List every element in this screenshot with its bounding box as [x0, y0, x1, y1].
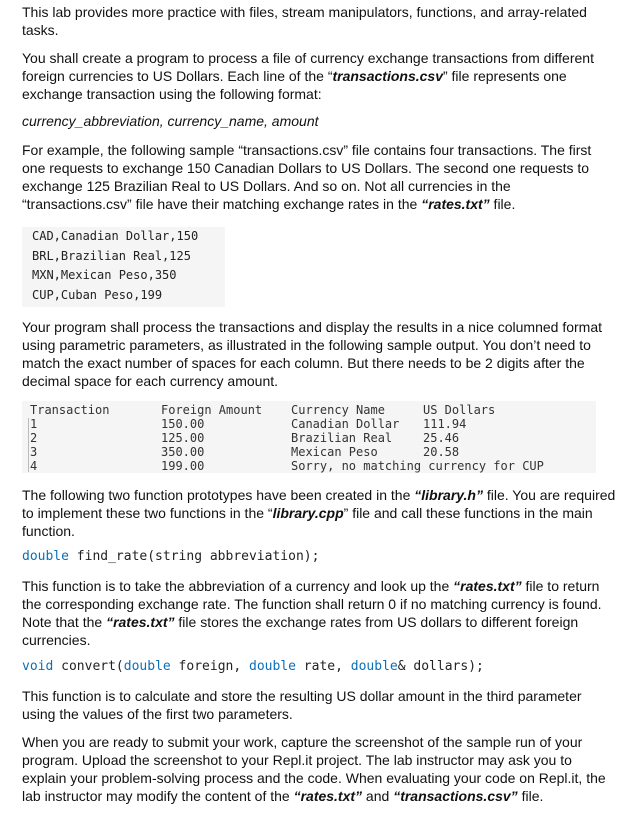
filename-rates: “rates.txt”	[453, 578, 522, 594]
task-line: You shall create a program to process a file of currency exchange transactions from different	[22, 50, 594, 66]
submit-paragraph	[22, 733, 638, 805]
process-line: decimal space for each currency amount.	[22, 373, 279, 389]
library-line: to implement these two functions in the “library.cpp” file and call these functions in the main	[22, 505, 593, 521]
row-amount: 199.00	[161, 459, 205, 473]
library-line: function.	[22, 523, 75, 539]
filename-library-cpp: library.cpp	[272, 505, 344, 521]
find-rate-line: This function is to take the abbreviation of a currency and look up the “rates.txt” file to return	[22, 578, 600, 594]
submit-line: program. Upload the screenshot to your Repl.it project. The lab instructor may ask you to	[22, 752, 572, 768]
row-usd: 25.46	[423, 431, 460, 445]
convert-line: This function is to calculate and store the resulting US dollar amount in the third parameter	[22, 688, 582, 704]
csv-line: BRL,Brazilian Real,125	[32, 248, 191, 263]
row-number: 1	[30, 417, 38, 431]
type-keyword: void	[22, 659, 54, 674]
find-rate-line: currencies.	[22, 632, 91, 648]
prototype-find-rate: double find_rate(string abbreviation);	[22, 549, 320, 564]
task-line: exchange transaction using the following format:	[22, 86, 322, 102]
example-paragraph	[22, 141, 638, 213]
row-number: 3	[30, 445, 38, 459]
row-amount: 350.00	[161, 445, 205, 459]
intro-line: tasks.	[22, 22, 59, 38]
convert-line: using the values of the first two parameters.	[22, 706, 293, 722]
example-line: one requests to exchange 150 Canadian Dollars to US Dollars. The second one requests to	[22, 160, 590, 176]
filename-transactions: “transactions.csv”	[393, 788, 518, 804]
intro-line: This lab provides more practice with files, stream manipulators, functions, and array-related	[22, 4, 587, 20]
find-rate-line: Note that the “rates.txt” file stores the exchange rates from US dollars to different foreign	[22, 614, 579, 630]
csv-line: CUP,Cuban Peso,199	[32, 287, 163, 302]
find-rate-line: the corresponding exchange rate. The function shall return 0 if no matching currency is found.	[22, 596, 602, 612]
intro-paragraph	[22, 3, 638, 39]
header-currency-name: Currency Name	[291, 403, 385, 417]
submit-line: lab instructor may modify the content of the “rates.txt” and “transactions.csv” file.	[22, 788, 544, 804]
type-keyword: double	[22, 549, 69, 564]
row-currency: Sorry, no matching currency for CUP	[291, 459, 544, 473]
row-usd: 111.94	[423, 417, 467, 431]
example-line: exchange 125 Brazilian Real to US Dollars. And so on. Not all currencies in the	[22, 178, 511, 194]
row-number: 4	[30, 459, 38, 473]
filename-library-h: “library.h”	[414, 487, 483, 503]
sample-output-table	[22, 401, 596, 473]
process-line: match the exact number of spaces for each column. But there needs to be 2 digits after the	[22, 355, 585, 371]
filename-rates: “rates.txt”	[106, 614, 175, 630]
sample-csv-block	[22, 227, 225, 307]
filename-rates: “rates.txt”	[293, 788, 363, 804]
convert-description	[22, 687, 638, 723]
csv-line: CAD,Canadian Dollar,150	[32, 229, 199, 243]
submit-line: When you are ready to submit your work, capture the screenshot of the sample run of your	[22, 734, 583, 750]
row-currency: Brazilian Real	[291, 431, 393, 445]
example-line: For example, the following sample “transactions.csv” file contains four transactions. The first	[22, 142, 592, 158]
csv-line: MXN,Mexican Peso,350	[32, 268, 177, 282]
filename-transactions: transactions.csv	[332, 68, 443, 84]
prototype-convert: void convert(double foreign, double rate, double& dollars);	[22, 659, 484, 674]
row-amount: 150.00	[161, 417, 205, 431]
task-line: foreign currencies to US Dollars. Each line of the “transactions.csv” file represents one	[22, 68, 567, 84]
table-gutter-line	[28, 418, 29, 472]
header-us-dollars: US Dollars	[423, 403, 496, 417]
row-amount: 125.00	[161, 431, 205, 445]
process-line: using parametric parameters, as illustrated in the following sample output. You don’t need to	[22, 337, 591, 353]
header-transaction: Transaction	[30, 403, 110, 417]
header-foreign-amount: Foreign Amount	[161, 403, 263, 417]
type-keyword: double	[249, 659, 296, 674]
type-keyword: double	[123, 659, 171, 674]
library-line: The following two function prototypes have been created in the “library.h” file. You are required	[22, 487, 616, 503]
format-line: currency_abbreviation, currency_name, amount	[22, 113, 319, 129]
row-currency: Mexican Peso	[291, 445, 378, 459]
find-rate-description	[22, 577, 638, 649]
row-currency: Canadian Dollar	[291, 417, 400, 431]
type-keyword: double	[350, 659, 398, 674]
submit-line: explain your problem-solving process and the code. When evaluating your code on Repl.it, the	[22, 770, 606, 786]
filename-rates: “rates.txt”	[421, 196, 490, 212]
row-usd: 20.58	[423, 445, 460, 459]
example-line: “transactions.csv” file have their matching exchange rates in the “rates.txt” file.	[22, 196, 516, 212]
task-paragraph	[22, 49, 638, 103]
process-paragraph	[22, 318, 641, 390]
row-number: 2	[30, 431, 38, 445]
process-line: Your program shall process the transactions and display the results in a nice columned format	[22, 319, 603, 335]
library-paragraph	[22, 486, 641, 540]
